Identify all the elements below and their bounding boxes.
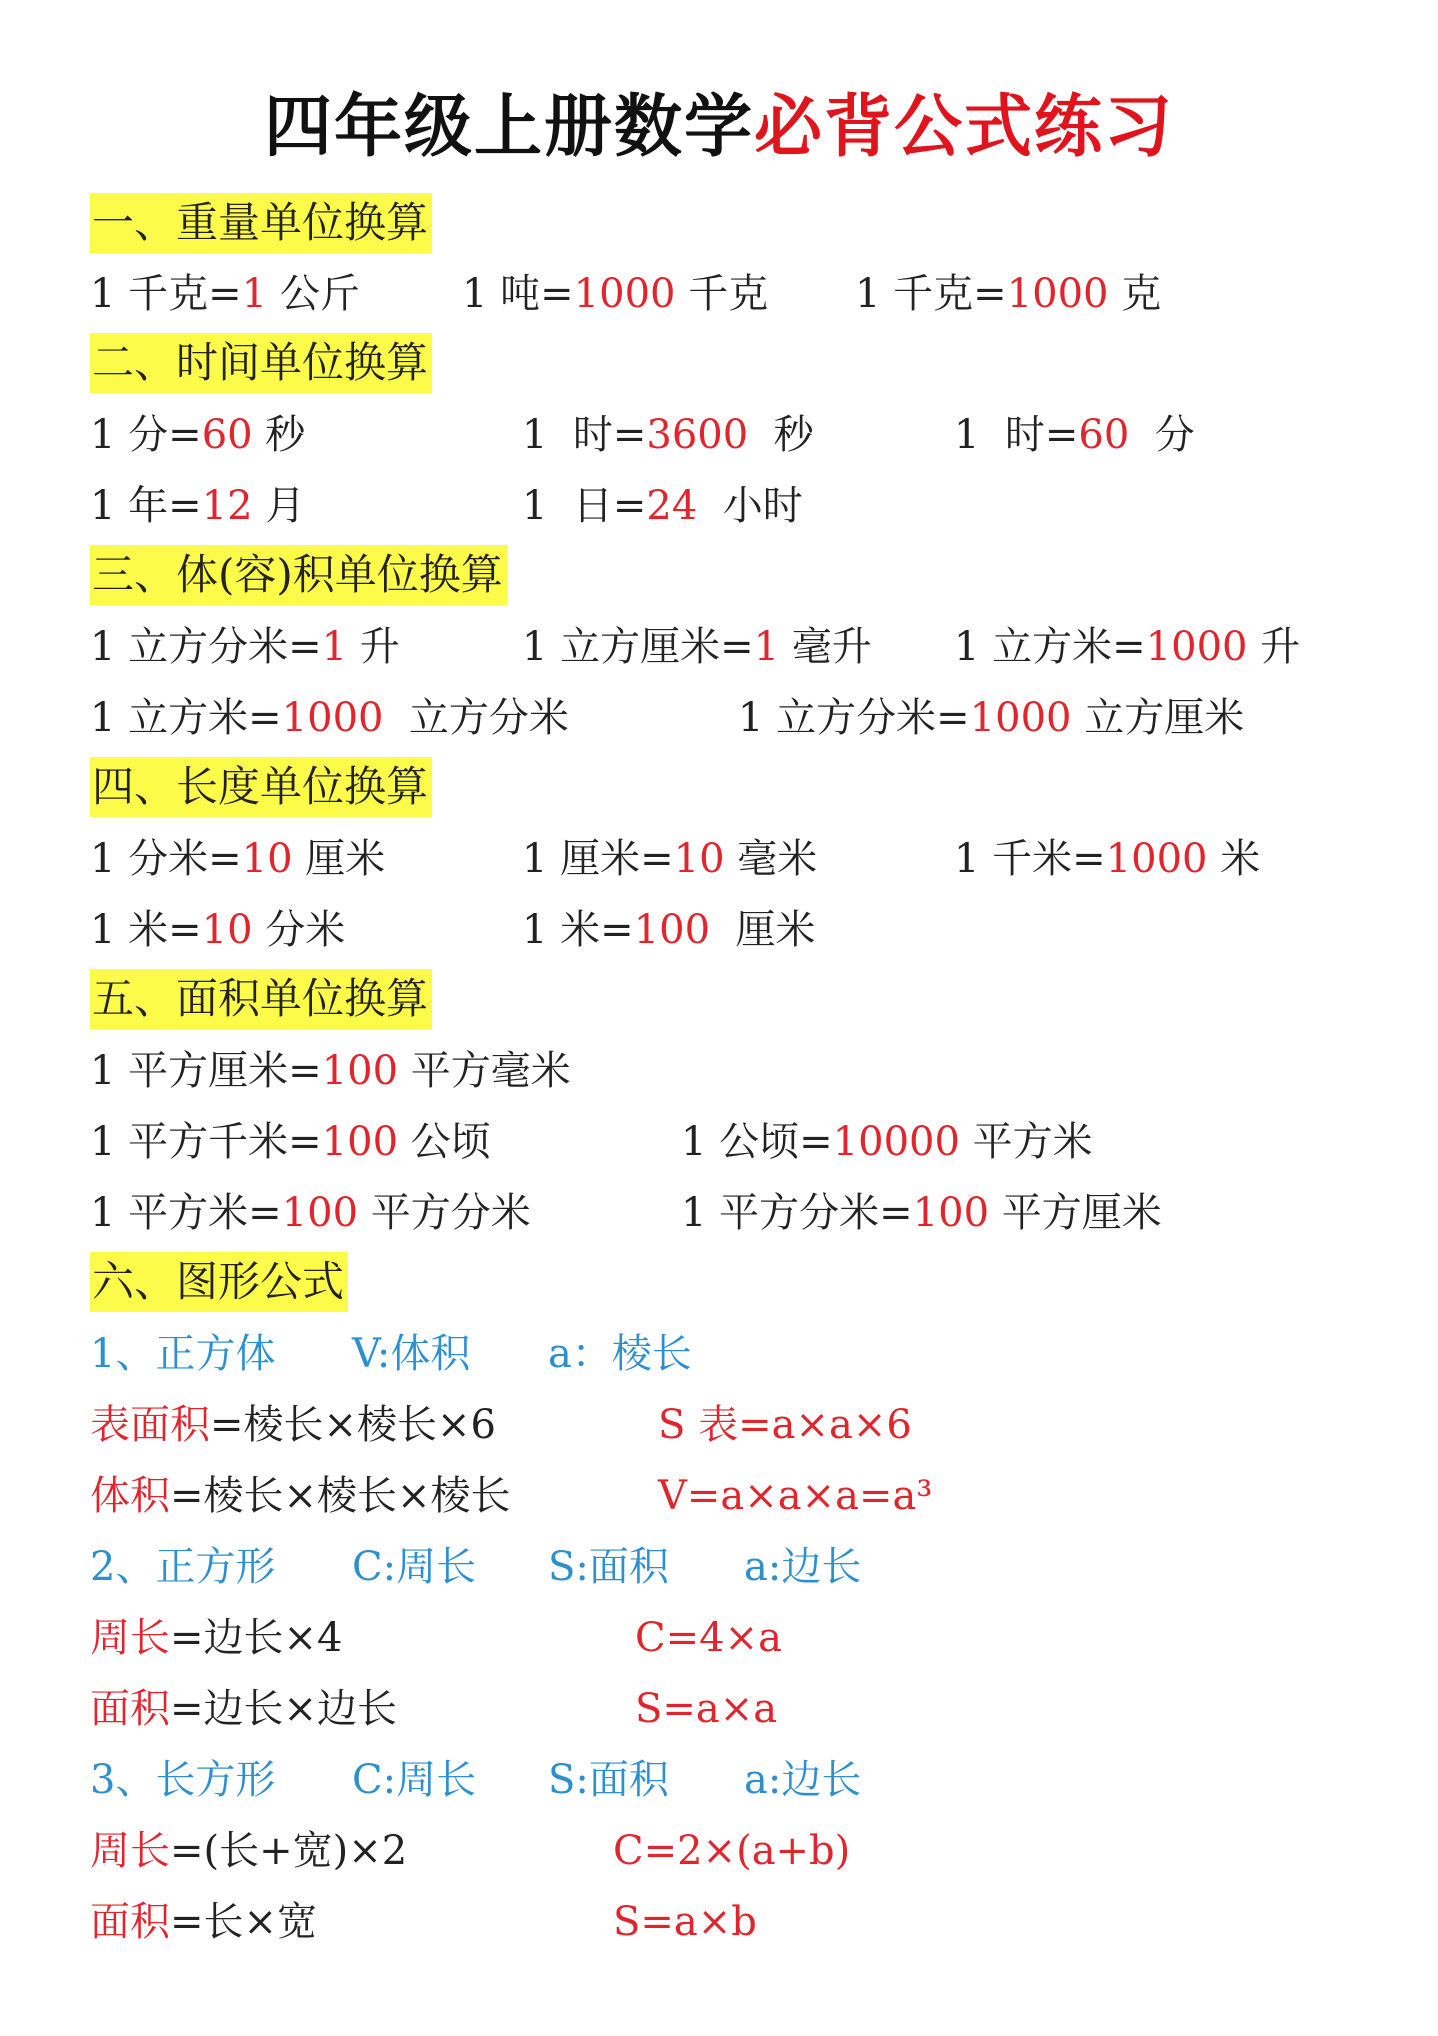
conversion-unit: 升 (1247, 624, 1301, 670)
conversion-item (90, 478, 305, 534)
shape-name: 2、正方形 (90, 1544, 276, 1590)
conversion-unit: 厘米 (710, 907, 816, 953)
conversion-value: 60 (1078, 412, 1130, 458)
conversion-item (90, 1185, 531, 1241)
section-heading-weight: 一、重量单位换算 (90, 193, 432, 253)
conversion-value: 10 (241, 836, 293, 882)
conversion-item (855, 266, 1161, 322)
conversion-item (522, 478, 803, 534)
title-black-part: 四年级上册数学 (263, 88, 754, 167)
conversion-unit: 厘米 (292, 836, 386, 882)
formula-words (90, 1894, 317, 1950)
section-heading-length: 四、长度单位换算 (90, 757, 432, 817)
conversion-value: 100 (633, 907, 711, 953)
formula-symbolic: S=a×b (613, 1899, 757, 1945)
conversion-item (522, 407, 814, 463)
conversion-value: 1 (241, 271, 268, 317)
section-heading-time: 二、时间单位换算 (90, 333, 432, 393)
conversion-left: 1 分米= (90, 836, 242, 882)
conversion-left: 1 年= (90, 483, 202, 529)
conversion-unit: 克 (1108, 271, 1162, 317)
conversion-left: 1 千克= (855, 271, 1007, 317)
conversion-left: 1 时= (954, 412, 1079, 458)
conversion-value: 10 (673, 836, 725, 882)
conversion-unit: 秒 (252, 412, 306, 458)
formula-symbolic: S=a×a (635, 1686, 778, 1732)
page-title (0, 88, 1438, 168)
conversion-unit: 毫米 (724, 836, 818, 882)
conversion-left: 1 平方米= (90, 1190, 282, 1236)
conversion-value: 1000 (1145, 624, 1248, 670)
formula-term: 面积 (90, 1686, 170, 1732)
conversion-left: 1 日= (522, 483, 647, 529)
formula-expression: =长×宽 (170, 1899, 318, 1945)
conversion-unit: 毫升 (779, 624, 872, 670)
conversion-item (90, 1043, 571, 1099)
conversion-left: 1 千米= (954, 836, 1106, 882)
conversion-left: 1 公顷= (681, 1119, 833, 1165)
conversion-unit: 分米 (252, 907, 346, 953)
conversion-left: 1 平方厘米= (90, 1048, 322, 1094)
conversion-left: 1 千克= (90, 271, 242, 317)
conversion-value: 1 (753, 624, 780, 670)
conversion-unit: 米 (1207, 836, 1261, 882)
conversion-unit: 千克 (675, 271, 769, 317)
conversion-value: 60 (201, 412, 253, 458)
conversion-value: 100 (321, 1119, 399, 1165)
formula-expression: =(长+宽)×2 (170, 1828, 408, 1874)
conversion-item (90, 831, 385, 887)
shape-name: 3、长方形 (90, 1757, 276, 1803)
conversion-item (462, 266, 768, 322)
conversion-unit: 立方分米 (383, 695, 569, 741)
formula-expression: =边长×4 (170, 1615, 343, 1661)
section-heading-volume: 三、体(容)积单位换算 (90, 545, 507, 605)
conversion-value: 1000 (1006, 271, 1109, 317)
formula-words (90, 1397, 496, 1453)
conversion-item (681, 1185, 1162, 1241)
title-red-part: 必背公式练习 (754, 88, 1175, 167)
formula-words (90, 1610, 342, 1666)
conversion-value: 12 (201, 483, 253, 529)
conversion-unit: 分 (1129, 412, 1195, 458)
conversion-item (90, 407, 305, 463)
conversion-left: 1 立方米= (90, 695, 282, 741)
formula-symbolic: C=4×a (635, 1615, 782, 1661)
conversion-value: 1000 (573, 271, 676, 317)
conversion-unit: 小时 (697, 483, 803, 529)
formula-term: 周长 (90, 1615, 170, 1661)
formula-term: 周长 (90, 1828, 170, 1874)
formula-symbolic: S 表=a×a×6 (658, 1402, 912, 1448)
conversion-left: 1 立方米= (954, 624, 1146, 670)
conversion-item (954, 619, 1300, 675)
conversion-item (90, 619, 400, 675)
symbol-definition: a:边长 (744, 1757, 862, 1803)
conversion-value: 10000 (832, 1119, 960, 1165)
conversion-left: 1 立方分米= (738, 695, 970, 741)
conversion-unit: 平方米 (959, 1119, 1093, 1165)
formula-term: 表面积 (90, 1402, 210, 1448)
conversion-value: 24 (646, 483, 698, 529)
symbol-definition: S:面积 (548, 1544, 669, 1590)
conversion-item (681, 1114, 1093, 1170)
symbol-definition: V:体积 (352, 1331, 471, 1377)
conversion-left: 1 吨= (462, 271, 574, 317)
formula-expression: =棱长×棱长×6 (210, 1402, 496, 1448)
symbol-definition: a:边长 (744, 1544, 862, 1590)
conversion-value: 100 (912, 1190, 990, 1236)
conversion-item (90, 902, 345, 958)
conversion-unit: 月 (252, 483, 306, 529)
shape-name: 1、正方体 (90, 1331, 276, 1377)
conversion-item (90, 690, 569, 746)
formula-symbolic: C=2×(a+b) (613, 1828, 851, 1874)
conversion-value: 100 (321, 1048, 399, 1094)
conversion-left: 1 分= (90, 412, 202, 458)
conversion-unit: 平方厘米 (989, 1190, 1162, 1236)
conversion-item (522, 831, 817, 887)
conversion-left: 1 米= (90, 907, 202, 953)
conversion-value: 1000 (1105, 836, 1208, 882)
conversion-unit: 公顷 (398, 1119, 491, 1165)
formula-symbolic: V=a×a×a=a³ (658, 1473, 933, 1519)
symbol-definition: a：棱长 (548, 1331, 692, 1377)
conversion-item (738, 690, 1244, 746)
conversion-unit: 升 (347, 624, 400, 670)
formula-expression: =边长×边长 (170, 1686, 398, 1732)
formula-term: 面积 (90, 1899, 170, 1945)
conversion-unit: 立方厘米 (1071, 695, 1245, 741)
formula-expression: =棱长×棱长×棱长 (170, 1473, 511, 1519)
conversion-value: 100 (281, 1190, 359, 1236)
conversion-unit: 平方毫米 (398, 1048, 571, 1094)
section-heading-area: 五、面积单位换算 (90, 969, 432, 1029)
conversion-unit: 平方分米 (358, 1190, 531, 1236)
conversion-left: 1 平方千米= (90, 1119, 322, 1165)
formula-words (90, 1681, 397, 1737)
conversion-item (954, 407, 1195, 463)
conversion-item (90, 266, 360, 322)
conversion-item (522, 902, 815, 958)
formula-term: 体积 (90, 1473, 170, 1519)
conversion-value: 10 (201, 907, 253, 953)
conversion-value: 1 (321, 624, 348, 670)
symbol-definition: C:周长 (352, 1757, 477, 1803)
symbol-definition: C:周长 (352, 1544, 477, 1590)
conversion-value: 1000 (281, 695, 384, 741)
conversion-left: 1 立方分米= (90, 624, 322, 670)
conversion-left: 1 厘米= (522, 836, 674, 882)
conversion-value: 3600 (646, 412, 749, 458)
conversion-unit: 公斤 (267, 271, 360, 317)
conversion-item (954, 831, 1260, 887)
conversion-left: 1 平方分米= (681, 1190, 913, 1236)
conversion-value: 1000 (969, 695, 1072, 741)
formula-words (90, 1823, 407, 1879)
conversion-left: 1 米= (522, 907, 634, 953)
formula-words (90, 1468, 511, 1524)
section-heading-shape-formulas: 六、图形公式 (90, 1252, 348, 1312)
conversion-left: 1 立方厘米= (522, 624, 754, 670)
conversion-item (90, 1114, 491, 1170)
symbol-definition: S:面积 (548, 1757, 669, 1803)
conversion-unit: 秒 (748, 412, 814, 458)
conversion-left: 1 时= (522, 412, 647, 458)
conversion-item (522, 619, 872, 675)
